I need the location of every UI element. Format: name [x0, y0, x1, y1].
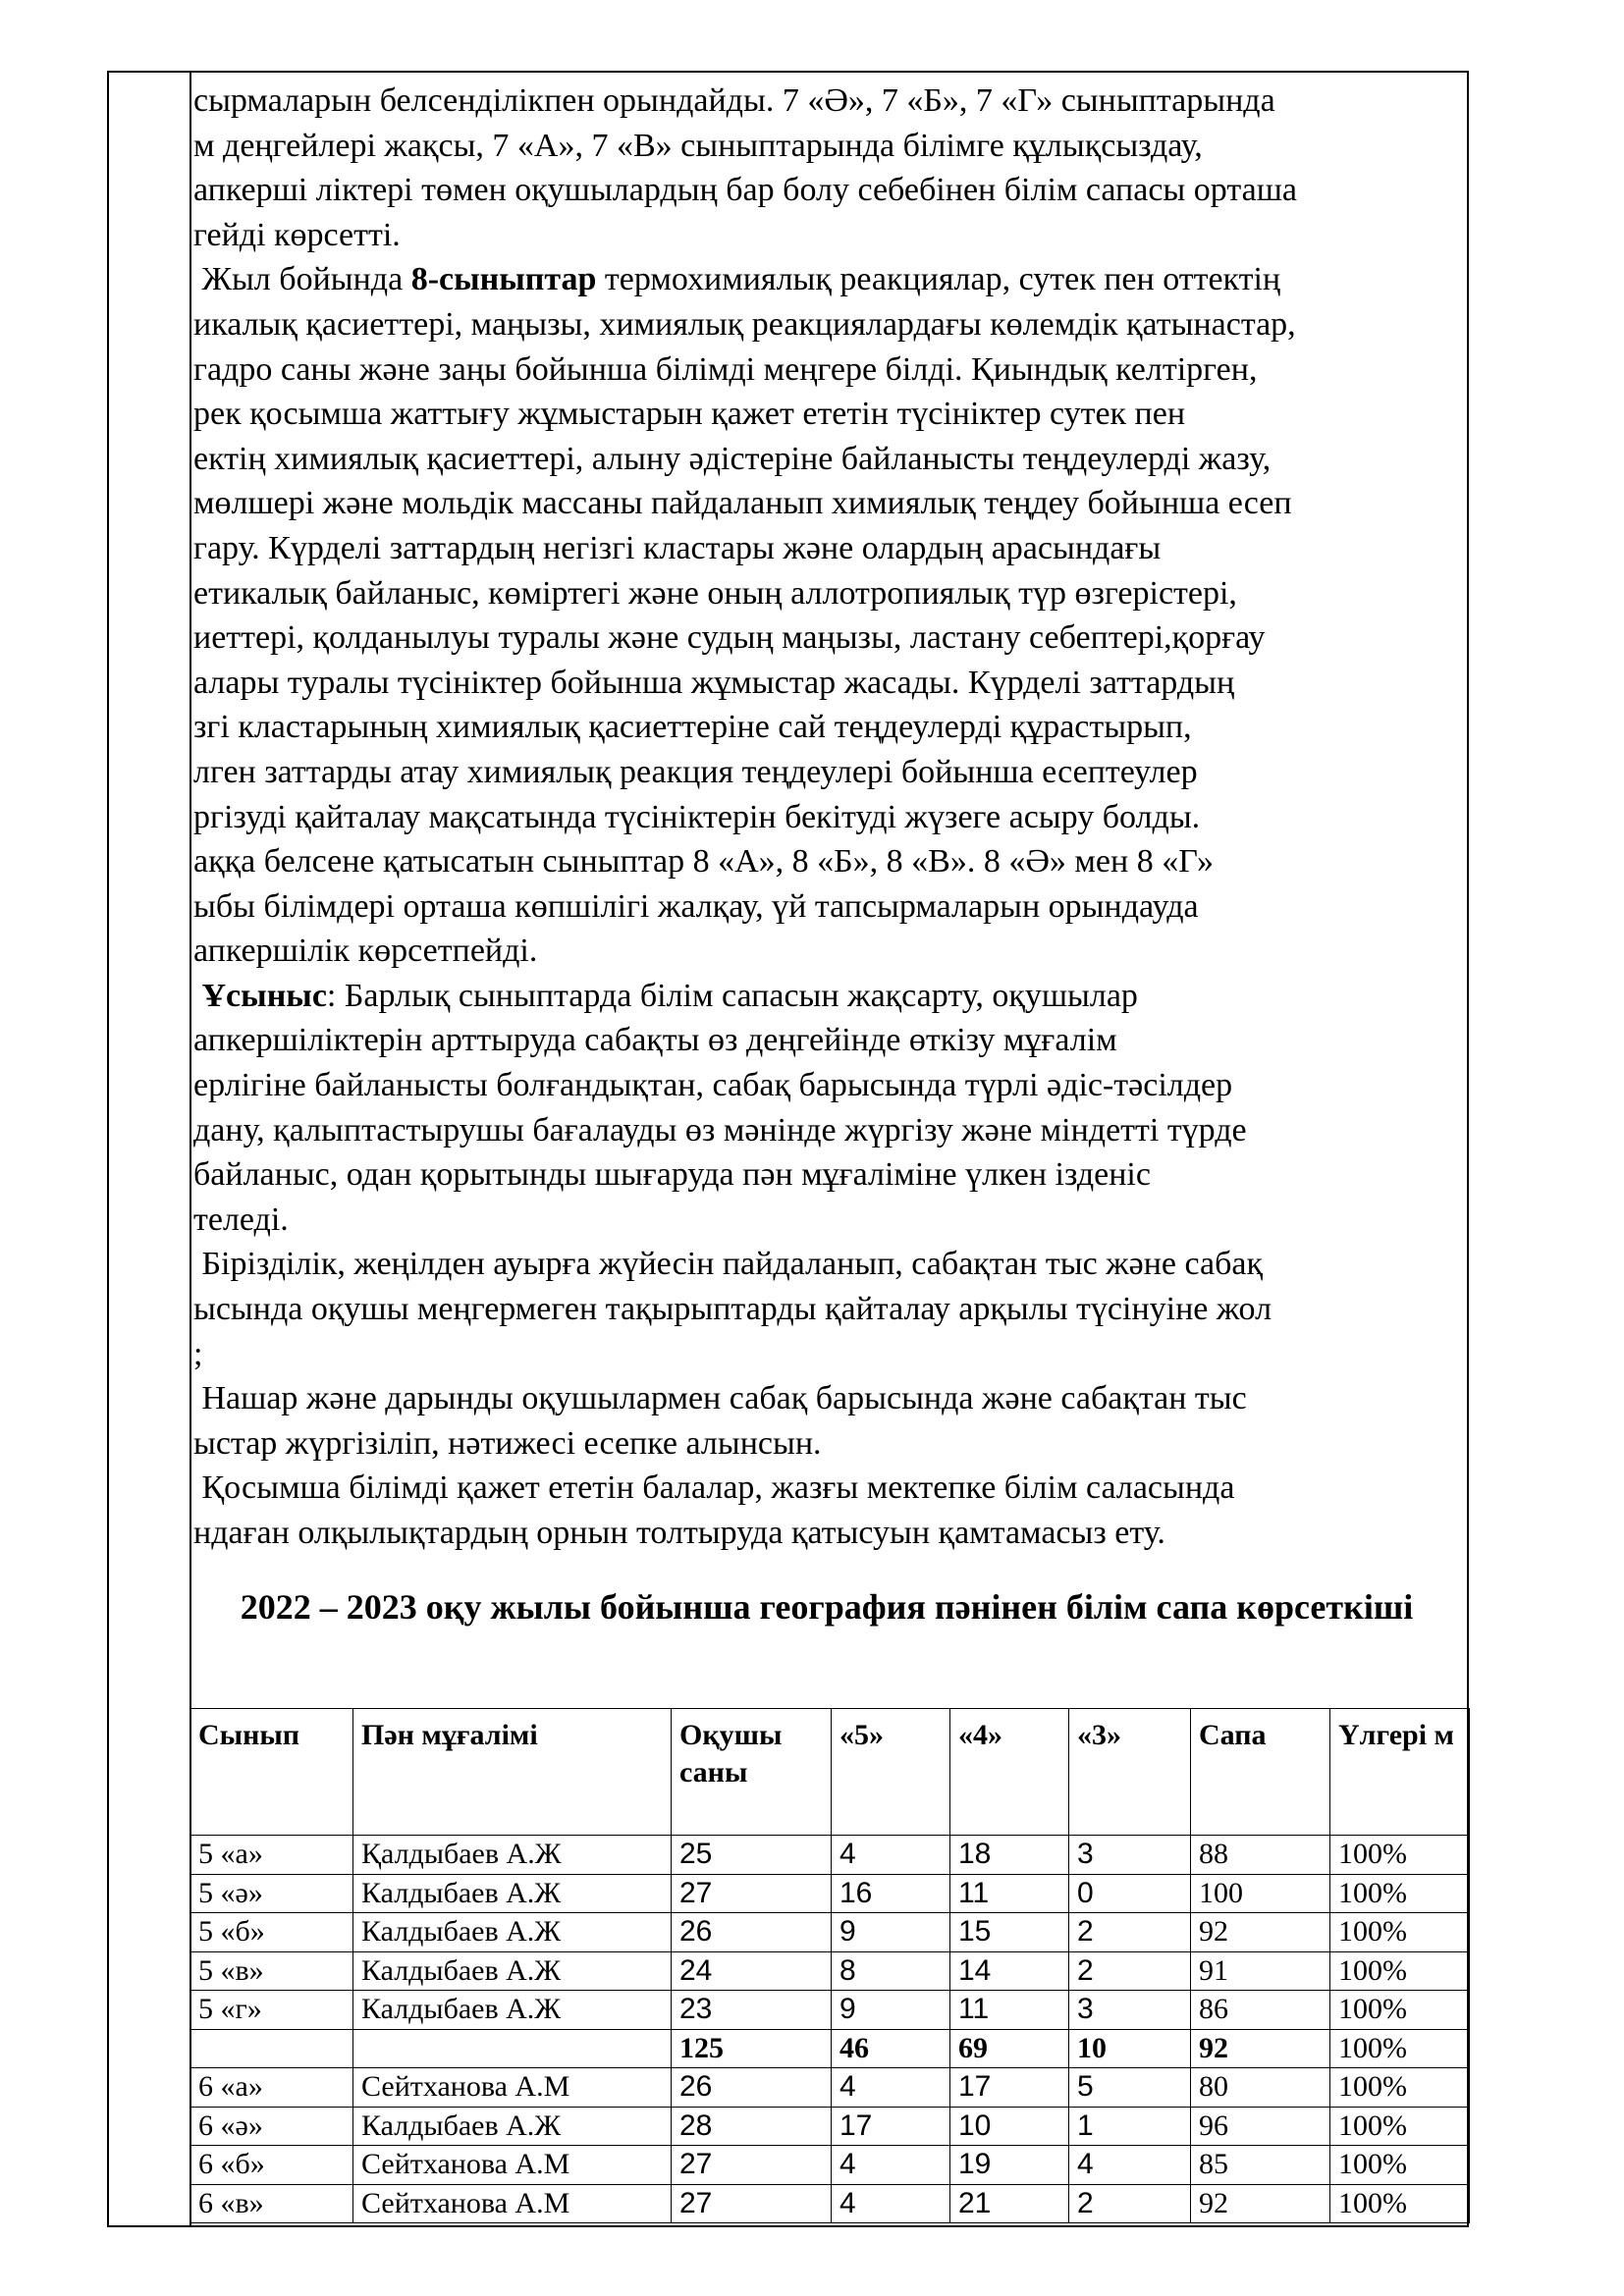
table-cell: 16	[832, 1874, 950, 1913]
table-cell: 6 «ә»	[190, 2107, 353, 2146]
text-line: ндаған олқылықтардың орнын толтыруда қатысуын қамтамасыз ету.	[193, 1515, 1165, 1551]
table-cell: 4	[832, 1836, 950, 1875]
table-cell: 4	[832, 2146, 950, 2185]
table-cell: 92	[1191, 1913, 1330, 1952]
table-cell: 100%	[1330, 2068, 1470, 2108]
text-line: ыстар жүргізіліп, нәтижесі есепке алынсын.	[193, 1424, 822, 1462]
table-cell: 2	[1069, 1913, 1191, 1952]
table-cell: 88	[1191, 1836, 1330, 1875]
table-cell: 25	[672, 1836, 832, 1875]
table-cell: Калдыбаев А.Ж	[353, 1991, 672, 2030]
text-line: м деңгейлері жақсы, 7 «А», 7 «В» сыныптарында білімге құлықсыздау,	[193, 127, 1203, 164]
table-cell: 10	[950, 2107, 1069, 2146]
table-cell: 0	[1069, 1874, 1191, 1913]
table-cell: 3	[1069, 1991, 1191, 2030]
table-cell: 26	[672, 2068, 832, 2108]
table-cell: 27	[672, 1874, 832, 1913]
table-cell: 100%	[1330, 1991, 1470, 2030]
text-line: Ұсыныс: Барлық сыныптарда білім сапасын жақсарту, оқушылар	[201, 977, 1138, 1014]
table-cell: 2	[1069, 2184, 1191, 2223]
bold-phrase: 8-сыныптар	[410, 261, 597, 298]
table-row	[190, 1991, 1470, 2030]
table-cell: 28	[672, 2107, 832, 2146]
table-cell: 14	[950, 1951, 1069, 1991]
table-row	[190, 1874, 1470, 1913]
text-line: теледі.	[193, 1201, 289, 1238]
table-cell: 6 «б»	[190, 2146, 353, 2185]
column-header: «3»	[1069, 1709, 1191, 1836]
table-cell: 5 «в»	[190, 1951, 353, 1991]
table-cell: 24	[672, 1951, 832, 1991]
body-text	[193, 79, 1450, 1556]
table-row	[190, 1951, 1470, 1991]
table-cell: 5 «ә»	[190, 1874, 353, 1913]
table-title: 2022 – 2023 оқу жылы бойынша география пәнінен білім сапа көрсеткіші	[240, 1587, 1414, 1627]
table-row	[190, 1836, 1470, 1875]
table-cell: 100%	[1330, 2146, 1470, 2185]
column-header: Оқушы саны	[672, 1709, 832, 1836]
table-cell: 100%	[1330, 1951, 1470, 1991]
table-header-row	[190, 1709, 1470, 1836]
table-cell: 100%	[1330, 2184, 1470, 2223]
text-line: байланыс, одан қорытынды шығаруда пән мұғаліміне үлкен ізденіс	[193, 1156, 1151, 1194]
table-cell: 15	[950, 1913, 1069, 1952]
table-row	[190, 2146, 1470, 2185]
table-cell: 85	[1191, 2146, 1330, 2185]
text-line: ысында оқушы меңгермеген тақырыптарды қайталау арқылы түсінуіне жол	[193, 1291, 1272, 1328]
table-cell: Калдыбаев А.Ж	[353, 2107, 672, 2146]
table-cell: 80	[1191, 2068, 1330, 2108]
text-line: етикалық байланыс, көміртегі және оның аллотропиялық түр өзгерістері,	[193, 574, 1237, 612]
table-cell: 5 «г»	[190, 1991, 353, 2030]
text-line: мөлшері және мольдік массаны пайдаланып химиялық теңдеу бойынша есеп	[193, 485, 1292, 522]
text-line: Нашар және дарынды оқушылармен сабақ барысында және сабақтан тыс	[201, 1380, 1247, 1417]
table-cell: 26	[672, 1913, 832, 1952]
table-cell: 92	[1191, 2029, 1330, 2068]
table-cell: 19	[950, 2146, 1069, 2185]
table-cell: 100%	[1330, 1836, 1470, 1875]
table-cell: Калдыбаев А.Ж	[353, 1874, 672, 1913]
table-cell: 21	[950, 2184, 1069, 2223]
text-line: ыбы білімдері орташа көпшілігі жалқау, үй тапсырмаларын орындауда	[193, 887, 1199, 925]
text-line: аққа белсене қатысатын сыныптар 8 «А», 8 «Б», 8 «В». 8 «Ә» мен 8 «Г»	[193, 843, 1215, 881]
table-cell: 27	[672, 2184, 832, 2223]
table-cell: Сейтханова А.М	[353, 2184, 672, 2223]
table-cell: 92	[1191, 2184, 1330, 2223]
text-line: иеттері, қолданылуы туралы және судың маңызы, ластану себептері,қорғау	[193, 619, 1266, 657]
text-line: ектің химиялық қасиеттері, алыну әдістеріне байланысты теңдеулерді жазу,	[193, 440, 1272, 477]
text-line: згі кластарының химиялық қасиеттеріне сай теңдеулерді құрастырып,	[193, 709, 1192, 746]
bold-phrase: Ұсыныс	[201, 977, 327, 1014]
table-row	[190, 2184, 1470, 2223]
text-line: Қосымша білімді қажет ететін балалар, жазғы мектепке білім саласында	[201, 1469, 1235, 1507]
text-line: апкершілік көрсетпейді.	[193, 933, 538, 970]
table-cell: 2	[1069, 1951, 1191, 1991]
table-cell: 27	[672, 2146, 832, 2185]
table-cell: 17	[832, 2107, 950, 2146]
table-row	[190, 2068, 1470, 2108]
text-line: сырмаларын белсенділікпен орындайды. 7 «Ә», 7 «Б», 7 «Г» сыныптарында	[193, 82, 1275, 119]
table-cell: 100%	[1330, 2107, 1470, 2146]
table-cell: 125	[672, 2029, 832, 2068]
table-cell: 11	[950, 1874, 1069, 1913]
text-line: алары туралы түсініктер бойынша жұмыстар жасады. Күрделі заттардың	[193, 664, 1235, 701]
table-cell: Қалдыбаев А.Ж	[353, 1836, 672, 1875]
text-line: лген заттарды атау химиялық реакция теңдеулері бойынша есептеулер	[193, 753, 1198, 790]
text-line: ;	[193, 1335, 203, 1372]
table-body	[190, 1836, 1470, 2223]
table-cell: 4	[1069, 2146, 1191, 2185]
table-cell: 69	[950, 2029, 1069, 2068]
table-cell	[353, 2029, 672, 2068]
table-row	[190, 1913, 1470, 1952]
column-header: Сынып	[190, 1709, 353, 1836]
table-cell: 8	[832, 1951, 950, 1991]
column-header: «5»	[832, 1709, 950, 1836]
table-cell: 6 «в»	[190, 2184, 353, 2223]
table-cell: 9	[832, 1913, 950, 1952]
text-line: ерлігіне байланысты болғандықтан, сабақ барысында түрлі әдіс-тәсілдер	[193, 1067, 1233, 1104]
table-cell: 18	[950, 1836, 1069, 1875]
text-line: Жыл бойында 8-сыныптар термохимиялық реакциялар, сутек пен оттектің	[193, 261, 1281, 298]
text-line: апкерші ліктері төмен оқушылардың бар болу себебінен білім сапасы орташа	[193, 172, 1297, 209]
table-cell: Сейтханова А.М	[353, 2068, 672, 2108]
table-cell: Сейтханова А.М	[353, 2146, 672, 2185]
table-cell: 91	[1191, 1951, 1330, 1991]
table-cell: 9	[832, 1991, 950, 2030]
table-row	[190, 2029, 1470, 2068]
text-line: гадро саны және заңы бойынша білімді меңгере білді. Қиындық келтірген,	[193, 350, 1258, 388]
column-header: Үлгері м	[1330, 1709, 1470, 1836]
table-cell: Калдыбаев А.Ж	[353, 1951, 672, 1991]
text-line: Біріздiлік, жеңілден ауырға жүйесін пайдаланып, сабақтан тыс және сабақ	[201, 1246, 1264, 1283]
table-cell: 23	[672, 1991, 832, 2030]
column-header: «4»	[950, 1709, 1069, 1836]
text-line: икалық қасиеттері, маңызы, химиялық реакциялардағы көлемдік қатынастар,	[193, 305, 1296, 343]
column-header: Сапа	[1191, 1709, 1330, 1836]
table-cell: 96	[1191, 2107, 1330, 2146]
table-cell: 1	[1069, 2107, 1191, 2146]
text-line: гейді көрсетті.	[193, 216, 401, 253]
table-cell: 4	[832, 2068, 950, 2108]
table-cell: 100%	[1330, 2029, 1470, 2068]
text-line: гару. Күрделі заттардың негізгі кластары және олардың арасындағы	[193, 529, 1162, 566]
table-cell: 4	[832, 2184, 950, 2223]
text-line: ргізуді қайталау мақсатында түсініктерін бекітуді жүзеге асыру болды.	[193, 798, 1201, 835]
table-cell: 17	[950, 2068, 1069, 2108]
text-line: апкершіліктерін арттыруда сабақты өз деңгейінде өткізу мұғалім	[193, 1022, 1117, 1059]
table-cell: 11	[950, 1991, 1069, 2030]
table-cell: 5	[1069, 2068, 1191, 2108]
table-cell: Калдыбаев А.Ж	[353, 1913, 672, 1952]
table-cell: 100%	[1330, 1874, 1470, 1913]
column-header: Пән мұғалімі	[353, 1709, 672, 1836]
grade-table	[189, 1708, 1470, 2223]
table-row	[190, 2107, 1470, 2146]
table-cell: 6 «а»	[190, 2068, 353, 2108]
table-cell: 5 «б»	[190, 1913, 353, 1952]
table-cell: 100	[1191, 1874, 1330, 1913]
table-cell: 5 «а»	[190, 1836, 353, 1875]
table-cell: 46	[832, 2029, 950, 2068]
text-line: дану, қалыптастырушы бағалауды өз мәнінде жүргізу және міндетті түрде	[193, 1111, 1247, 1148]
table-cell: 3	[1069, 1836, 1191, 1875]
table-cell: 10	[1069, 2029, 1191, 2068]
table-cell: 86	[1191, 1991, 1330, 2030]
table-cell: 100%	[1330, 1913, 1470, 1952]
table-cell	[190, 2029, 353, 2068]
text-line: рек қосымша жаттығу жұмыстарын қажет ететін түсініктер сутек пен	[193, 396, 1186, 433]
